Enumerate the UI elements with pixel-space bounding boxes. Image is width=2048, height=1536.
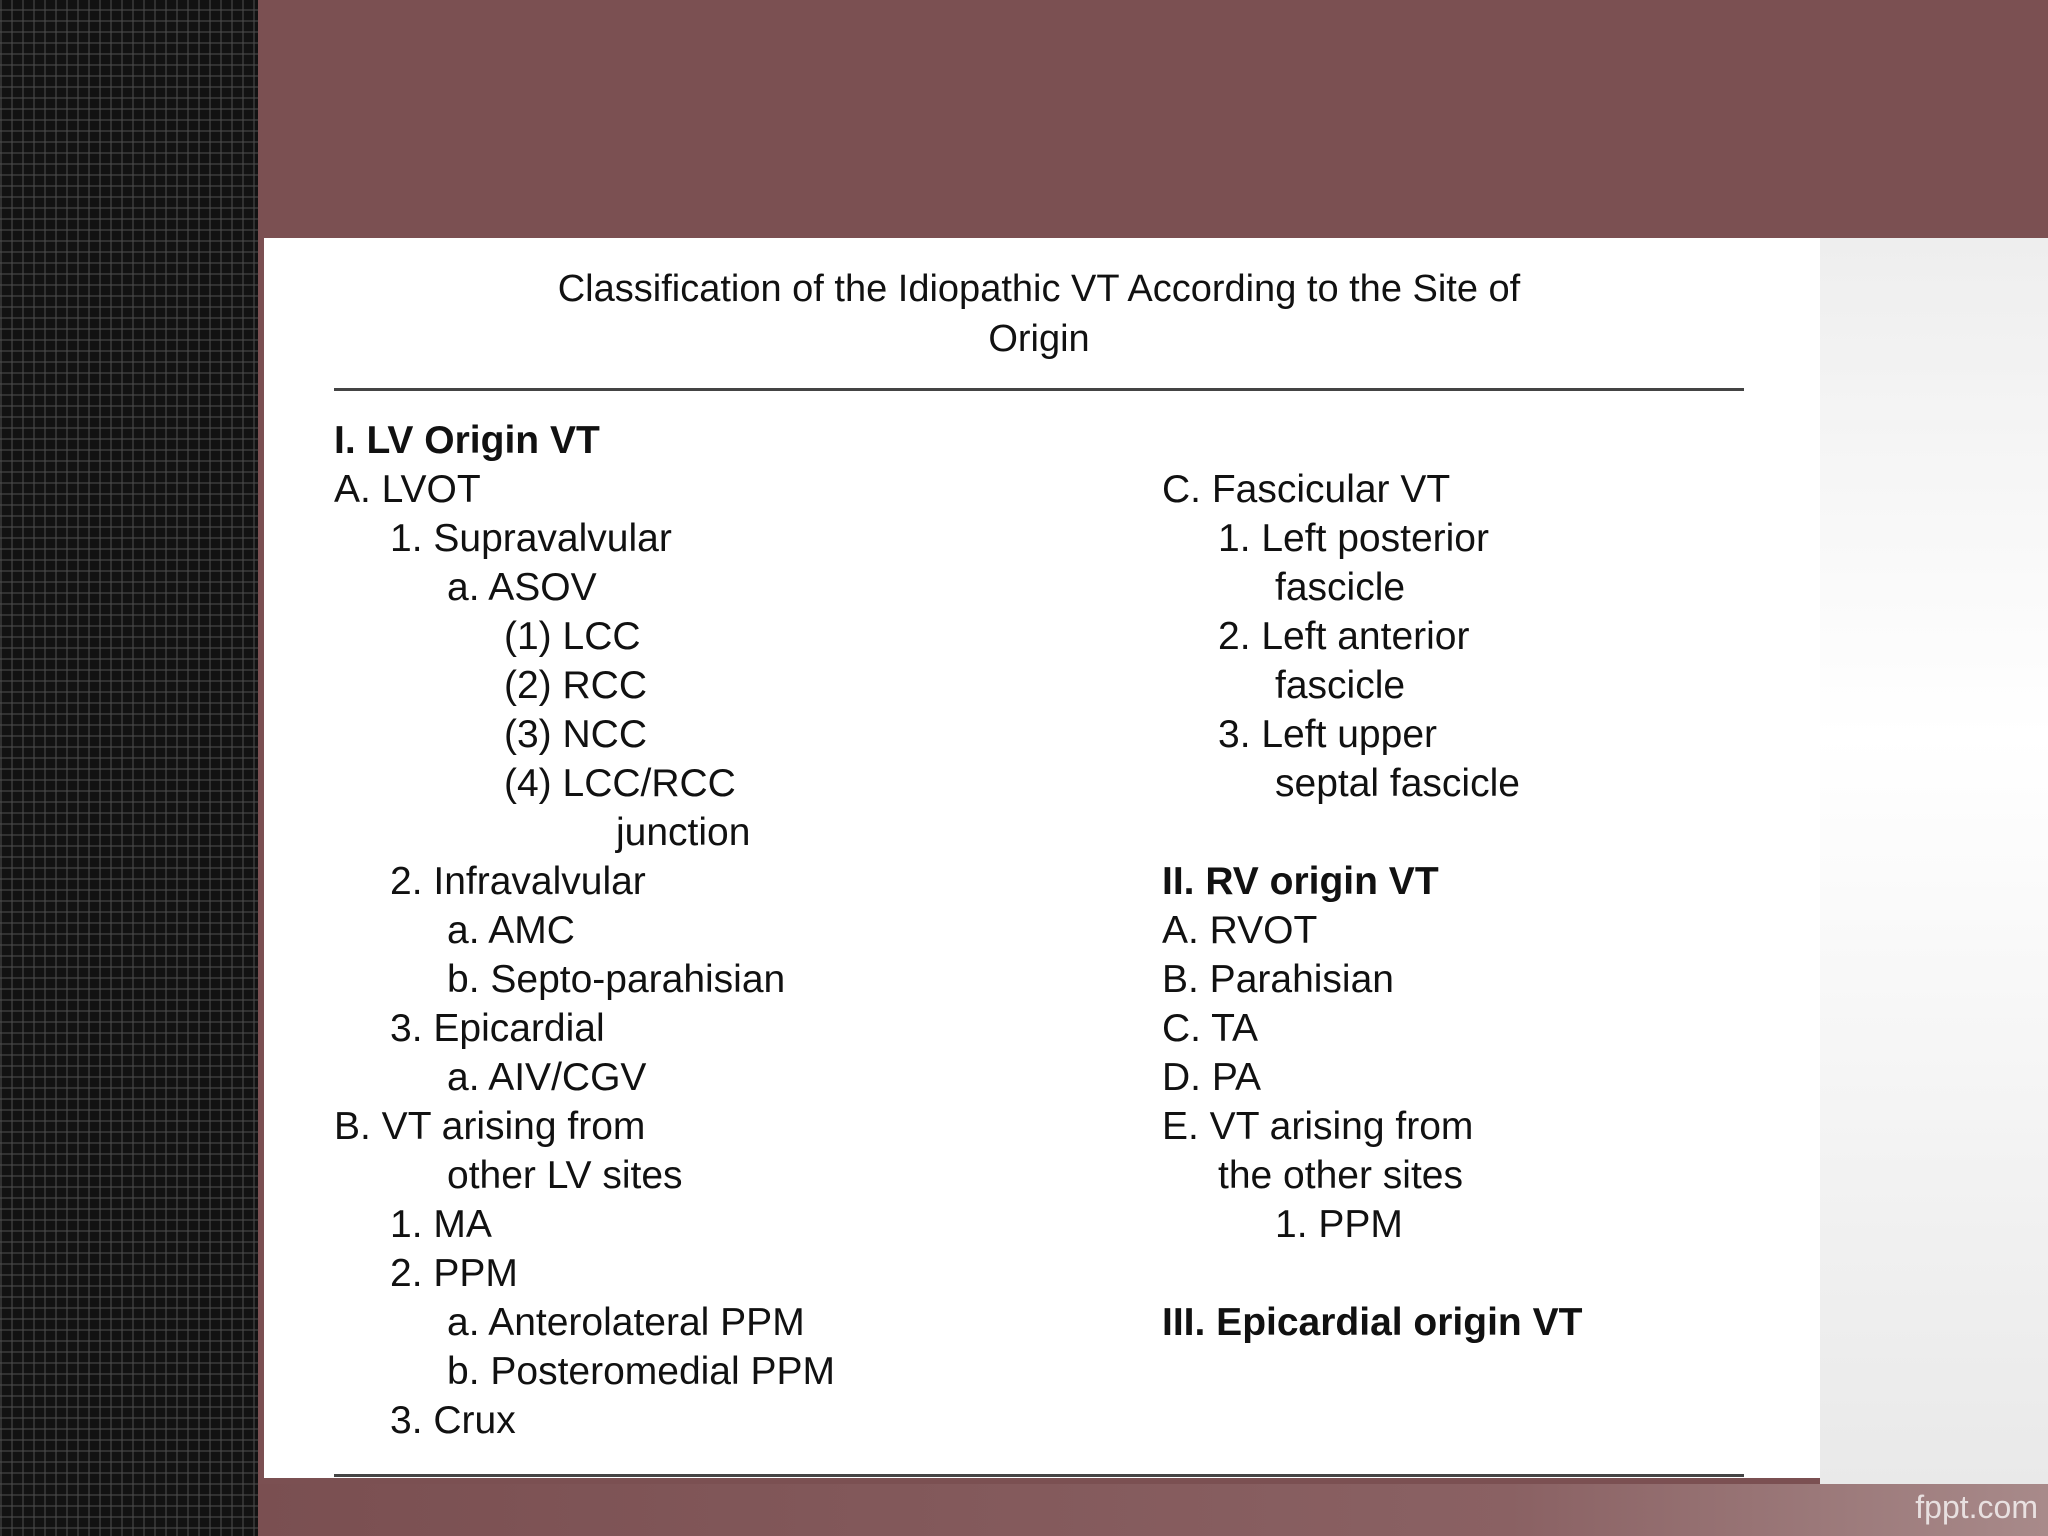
table-title-line-2: Origin (988, 318, 1090, 360)
list-item: A. LVOT (334, 468, 481, 511)
list-item: 2. PPM (390, 1252, 518, 1295)
list-item: 3. Crux (390, 1399, 516, 1442)
list-item: a. AMC (447, 909, 575, 952)
list-item: B. VT arising from (334, 1105, 646, 1148)
list-item: A. RVOT (1162, 909, 1318, 952)
section-heading: III. Epicardial origin VT (1162, 1301, 1583, 1344)
list-item: 2. Left anterior (1218, 615, 1470, 658)
list-item: (3) NCC (504, 713, 647, 756)
bottom-rule (334, 1474, 1744, 1477)
right-gradient-panel (1820, 238, 2048, 1484)
classification-table-image (264, 238, 1820, 1478)
table-title-line-1: Classification of the Idiopathic VT According to the Site of (557, 268, 1521, 310)
list-item: the other sites (1218, 1154, 1463, 1197)
list-item: 1. PPM (1275, 1203, 1403, 1246)
patterned-sidebar (0, 0, 258, 1536)
list-item: fascicle (1275, 566, 1406, 609)
section-heading: II. RV origin VT (1162, 860, 1439, 903)
list-item: 1. Supravalvular (390, 517, 672, 560)
table-title (334, 264, 1744, 364)
title-banner (258, 0, 2048, 232)
list-item: a. AIV/CGV (447, 1056, 647, 1099)
list-item: C. Fascicular VT (1162, 468, 1451, 511)
list-item: b. Posteromedial PPM (447, 1350, 836, 1393)
list-item: b. Septo-parahisian (447, 958, 786, 1001)
list-item: (2) RCC (504, 664, 647, 707)
list-item: C. TA (1162, 1007, 1259, 1050)
list-item: 3. Left upper (1218, 713, 1437, 756)
right-column (1162, 416, 1762, 1347)
list-item: 2. Infravalvular (390, 860, 646, 903)
list-item: junction (616, 811, 751, 854)
list-item: D. PA (1162, 1056, 1261, 1099)
section-heading: I. LV Origin VT (334, 419, 600, 462)
list-item: B. Parahisian (1162, 958, 1394, 1001)
list-item: fascicle (1275, 664, 1406, 707)
left-column (334, 416, 1114, 1445)
list-item: 3. Epicardial (390, 1007, 605, 1050)
list-item: septal fascicle (1275, 762, 1520, 805)
list-item: other LV sites (447, 1154, 683, 1197)
watermark: fppt.com (1915, 1489, 2038, 1525)
list-item: E. VT arising from (1162, 1105, 1474, 1148)
list-item: 1. MA (390, 1203, 492, 1246)
top-rule (334, 388, 1744, 391)
list-item: (4) LCC/RCC (504, 762, 736, 805)
list-item: 1. Left posterior (1218, 517, 1489, 560)
list-item: a. Anterolateral PPM (447, 1301, 805, 1344)
bottom-strip (258, 1484, 2048, 1536)
list-item: a. ASOV (447, 566, 597, 609)
list-item: (1) LCC (504, 615, 641, 658)
